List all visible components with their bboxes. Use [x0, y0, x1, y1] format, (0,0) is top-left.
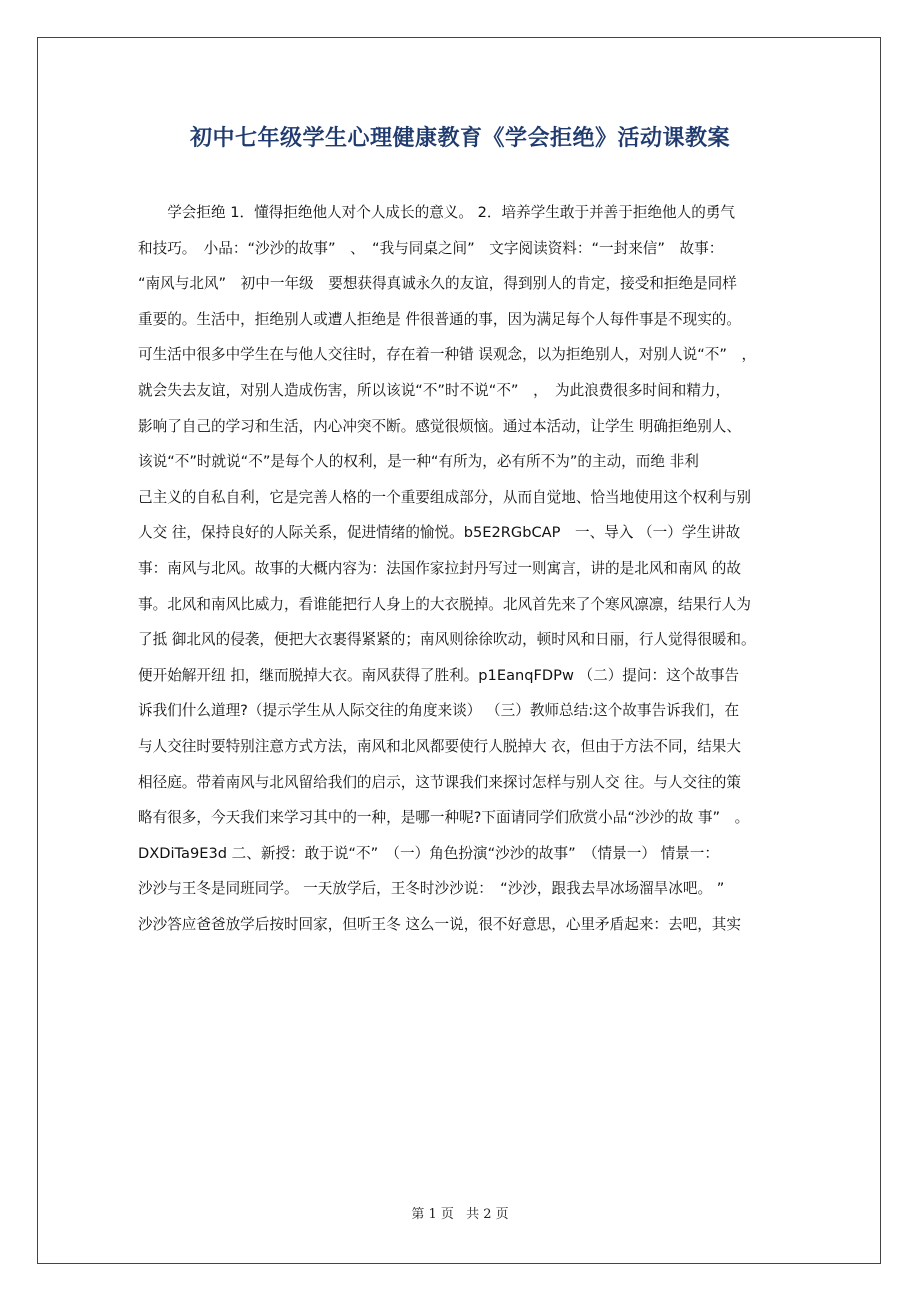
body-line: 重要的。生活中，拒绝别人或遭人拒绝是 件很普通的事，因为满足每个人每件事是不现实的。: [138, 310, 741, 328]
body-line: 相径庭。带着南风与北风留给我们的启示，这节课我们来探讨怎样与别人交 往。与人交往的策: [138, 773, 741, 791]
body-line: 该说“不”时就说“不”是每个人的权利，是一种“有所为，必有所不为”的主动，而绝 非利: [138, 453, 699, 471]
body-line: 与人交往时要特别注意方式方法，南风和北风都要使行人脱掉大 衣，但由于方法不同，结果大: [138, 737, 741, 755]
body-line: 和技巧。 小品：“沙沙的故事” 、 “我与同桌之间” 文字阅读资料：“一封来信” 故事：: [138, 239, 724, 257]
body-line: 便开始解开纽 扣，继而脱掉大衣。南风获得了胜利。p1EanqFDPw （二）提问：这个故事告: [138, 666, 740, 684]
body-line: 沙沙与王冬是同班同学。 一天放学后，王冬时沙沙说： “沙沙，跟我去旱冰场溜旱冰吧。 ”: [138, 880, 725, 898]
body-line: 可生活中很多中学生在与他人交往时，存在着一种错 误观念，以为拒绝别人，对别人说“不” ，: [138, 346, 757, 364]
page-number-total: 共 2 页: [466, 1207, 509, 1222]
document-body: [138, 195, 798, 942]
body-line: 了抵 御北风的侵袭，便把大衣裹得紧紧的；南风则徐徐吹动，顿时风和日丽，行人觉得很暖和。: [138, 631, 756, 649]
body-line: 事：南风与北风。故事的大概内容为：法国作家拉封丹写过一则寓言，讲的是北风和南风 的故: [138, 559, 741, 577]
body-line: “南风与北风” 初中一年级 要想获得真诚永久的友谊，得到别人的肯定，接受和拒绝是同样: [138, 275, 737, 293]
body-line: DXDiTa9E3d 二、新授：敢于说“不” （一）角色扮演“沙沙的故事” （情景一） 情景一：: [138, 844, 719, 862]
page-footer: [0, 1205, 920, 1225]
body-line: 影响了自己的学习和生活，内心冲突不断。感觉很烦恼。通过本活动，让学生 明确拒绝别人、: [138, 417, 741, 435]
body-line: 事。北风和南风比威力，看谁能把行人身上的大衣脱掉。北风首先来了个寒风凛凛，结果行人为: [138, 595, 751, 613]
body-line: 学会拒绝 1．懂得拒绝他人对个人成长的意义。 2．培养学生敢于并善于拒绝他人的勇气: [138, 204, 736, 221]
body-line: 人交 往，保持良好的人际关系，促进情绪的愉悦。b5E2RGbCAP 一、导入 （一）学生讲故: [138, 524, 741, 542]
body-line: 就会失去友谊，对别人造成伤害，所以该说“不”时不说“不” ， 为此浪费很多时间和精力，: [138, 381, 731, 399]
body-line: 略有很多，今天我们来学习其中的一种，是哪一种呢?下面请同学们欣赏小品“沙沙的故 事” 。: [138, 809, 750, 827]
page-number-current: 第 1 页: [411, 1207, 454, 1222]
body-line: 沙沙答应爸爸放学后按时回家，但听王冬 这么一说，很不好意思，心里矛盾起来：去吧，其实: [138, 915, 741, 933]
body-line: 己主义的自私自利，它是完善人格的一个重要组成部分，从而自觉地、恰当地使用这个权利与别: [138, 488, 751, 506]
body-line: 诉我们什么道理?（提示学生从人际交往的角度来谈） （三）教师总结:这个故事告诉我们，在: [138, 702, 740, 720]
document-title: 初中七年级学生心理健康教育《学会拒绝》活动课教案: [189, 126, 730, 151]
